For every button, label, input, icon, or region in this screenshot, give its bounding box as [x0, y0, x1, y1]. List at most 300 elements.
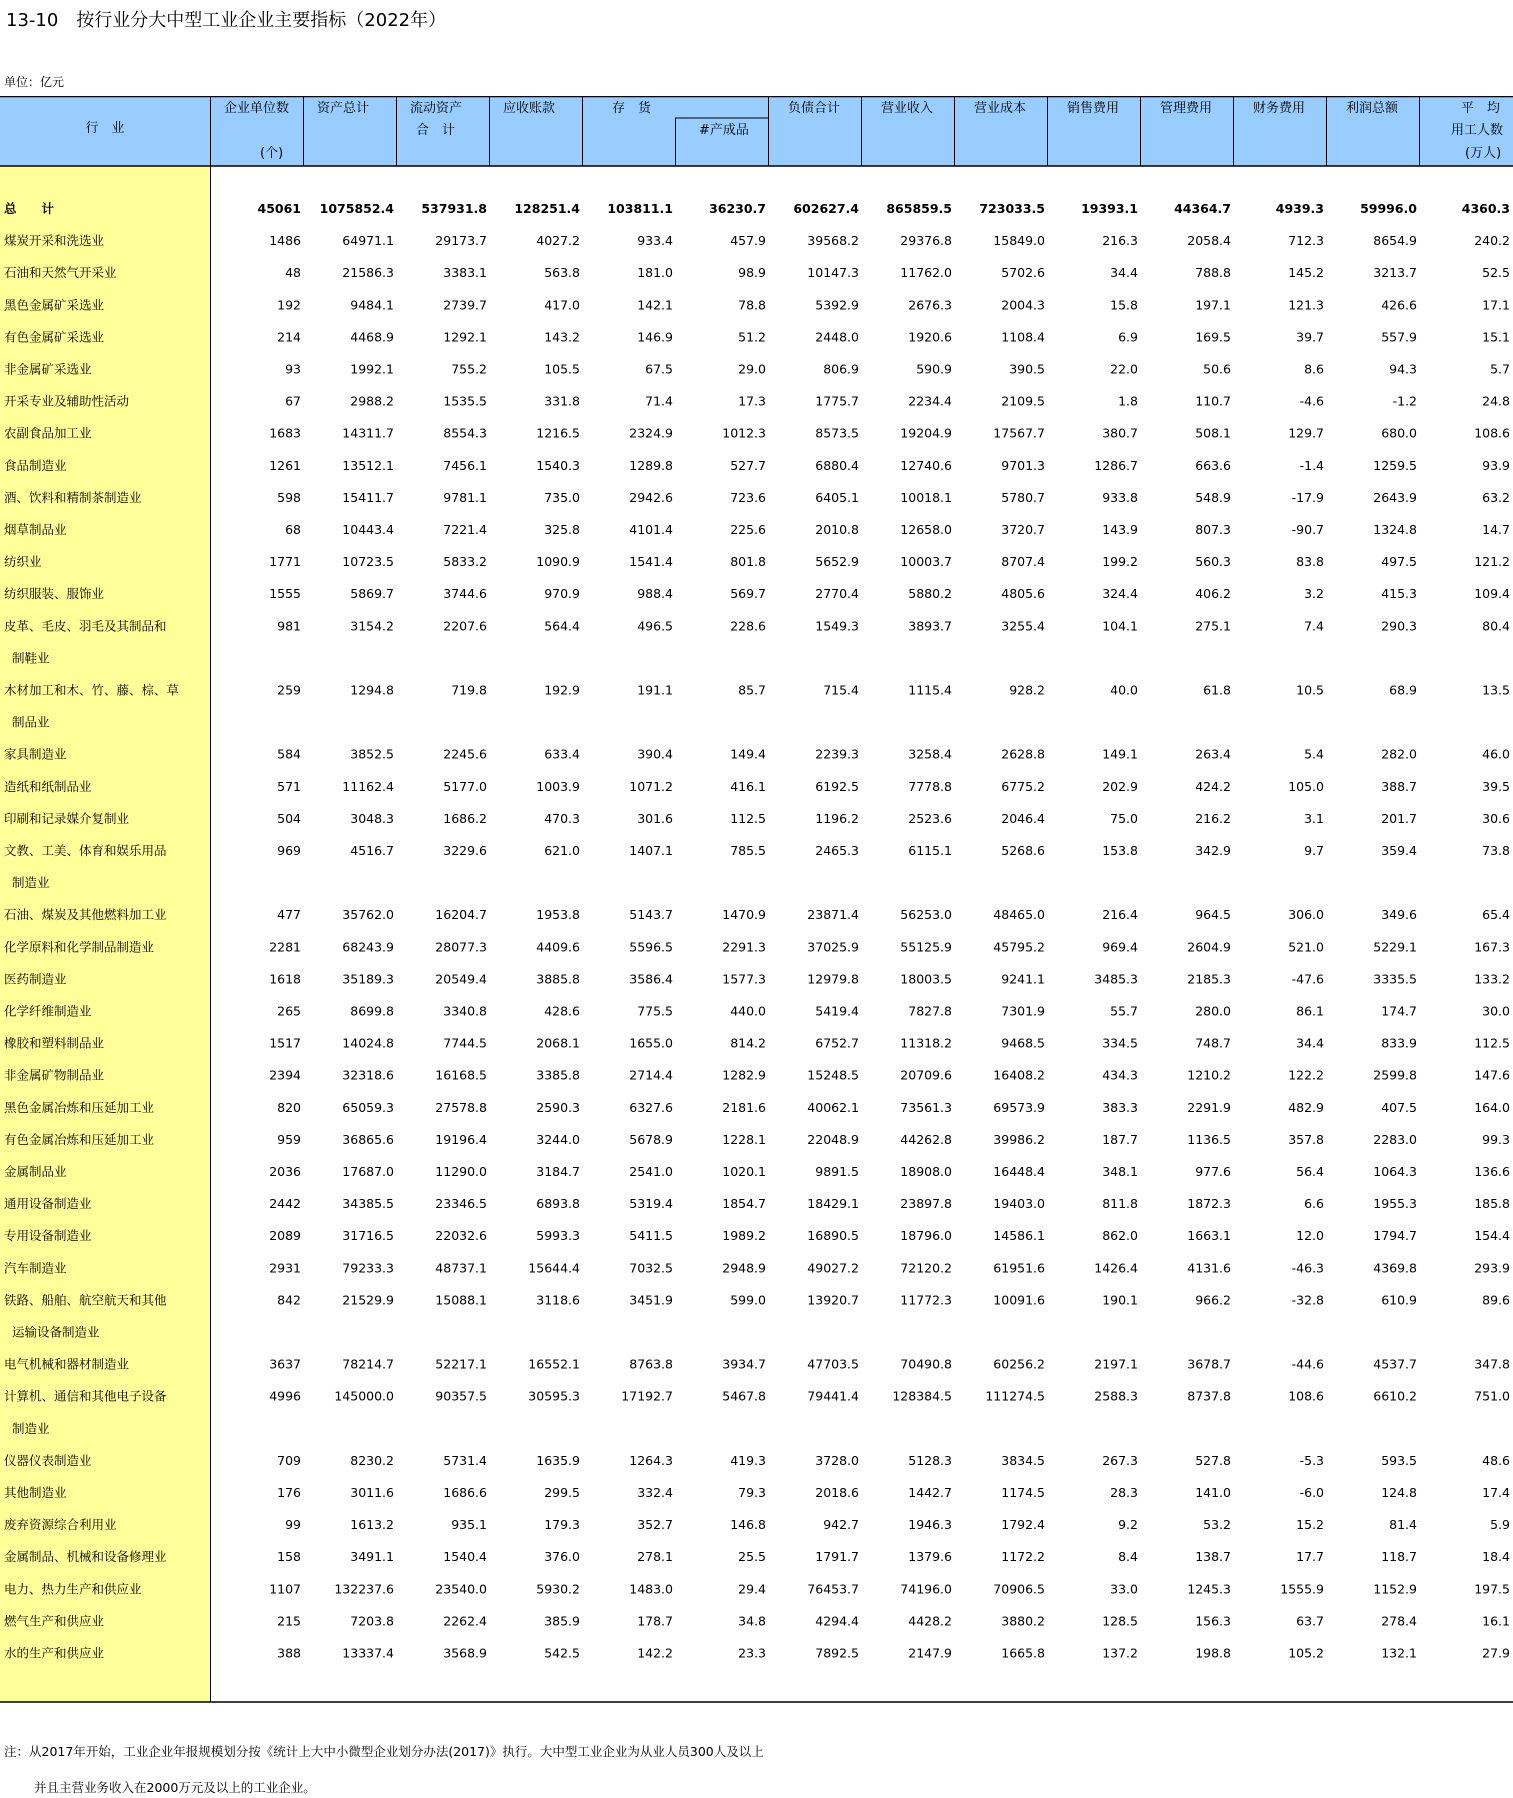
- table-cell: 1.8: [1118, 393, 1138, 409]
- industry-name: 电力、热力生产和供应业: [4, 1581, 142, 1597]
- table-cell: 1686.2: [443, 810, 487, 826]
- table-cell: 118.7: [1381, 1549, 1417, 1565]
- table-cell: 190.1: [1102, 1292, 1138, 1308]
- table-cell: 132237.6: [334, 1581, 394, 1597]
- table-cell: 1261: [269, 457, 301, 473]
- table-cell: 14.7: [1482, 522, 1510, 537]
- table-cell: 19204.9: [900, 425, 952, 441]
- table-cell: 22032.6: [435, 1228, 487, 1244]
- table-cell: 933.8: [1102, 489, 1138, 505]
- industry-name: 橡胶和塑料制品业: [4, 1035, 105, 1051]
- table-cell: 61951.6: [993, 1260, 1045, 1276]
- table-cell: 1555.9: [1280, 1581, 1324, 1597]
- table-cell: 2643.9: [1373, 489, 1417, 505]
- table-cell: 590.9: [916, 361, 952, 377]
- table-cell: 60256.2: [993, 1356, 1045, 1372]
- table-cell: 2291.9: [1187, 1099, 1231, 1115]
- table-cell: 5128.3: [908, 1452, 952, 1468]
- table-cell: 8763.8: [629, 1356, 673, 1372]
- table-cell: 145.2: [1288, 265, 1324, 281]
- header-industry: 行 业: [85, 121, 125, 136]
- table-cell: 45795.2: [993, 939, 1045, 955]
- table-cell: 39.5: [1482, 778, 1510, 794]
- table-cell: 1665.8: [1001, 1645, 1045, 1661]
- table-cell: 2714.4: [629, 1067, 673, 1083]
- table-cell: 2262.4: [443, 1613, 487, 1629]
- header-liabilities: 负债合计: [788, 101, 841, 116]
- table-cell: 3451.9: [629, 1292, 673, 1308]
- table-cell: 3491.1: [350, 1549, 394, 1565]
- table-cell: 15088.1: [435, 1292, 487, 1308]
- table-cell: 111274.5: [985, 1388, 1045, 1404]
- industry-name: 汽车制造业: [4, 1260, 67, 1276]
- table-cell: 5177.0: [443, 778, 487, 794]
- table-cell: 325.8: [544, 522, 580, 537]
- table-cell: 5419.4: [815, 1003, 859, 1019]
- table-cell: 4428.2: [908, 1613, 952, 1629]
- table-cell: 928.2: [1009, 682, 1045, 698]
- table-cell: 508.1: [1195, 425, 1231, 441]
- table-cell: 12.0: [1296, 1228, 1324, 1244]
- table-cell: 680.0: [1381, 425, 1417, 441]
- industry-name: 计算机、通信和其他电子设备: [4, 1388, 167, 1404]
- table-cell: 282.0: [1381, 746, 1417, 762]
- table-cell: 78.8: [738, 297, 766, 313]
- table-cell: 40062.1: [807, 1099, 859, 1115]
- table-cell: 548.9: [1195, 489, 1231, 505]
- table-cell: 17.1: [1482, 297, 1510, 313]
- table-cell: 132.1: [1381, 1645, 1417, 1661]
- table-cell: 3385.8: [536, 1067, 580, 1083]
- table-cell: -1.2: [1392, 393, 1417, 409]
- table-cell: 2442: [269, 1196, 301, 1212]
- table-cell: 3184.7: [536, 1164, 580, 1179]
- table-cell: 121.3: [1288, 297, 1324, 313]
- industry-name: 纺织业: [4, 554, 42, 570]
- table-cell: 1289.8: [629, 457, 673, 473]
- table-cell: 12658.0: [900, 522, 952, 537]
- table-cell: 3340.8: [443, 1003, 487, 1019]
- table-cell: 3637: [269, 1356, 301, 1372]
- table-cell: 5.7: [1490, 361, 1510, 377]
- table-cell: 5930.2: [536, 1581, 580, 1597]
- table-cell: 633.4: [544, 746, 580, 762]
- table-cell: 2770.4: [815, 586, 859, 602]
- table-cell: 56253.0: [900, 907, 952, 923]
- table-cell: 5.9: [1490, 1517, 1510, 1533]
- table-cell: 385.9: [544, 1613, 580, 1629]
- table-cell: 1107: [269, 1581, 301, 1597]
- table-cell: 40.0: [1110, 682, 1138, 698]
- industry-name: 有色金属矿采选业: [4, 329, 105, 345]
- table-cell: 2004.3: [1001, 297, 1045, 313]
- table-cell: 9.7: [1304, 843, 1324, 858]
- table-cell: 178.7: [637, 1613, 673, 1629]
- table-cell: 1064.3: [1373, 1164, 1417, 1179]
- table-cell: 14311.7: [342, 425, 394, 441]
- table-cell: 542.5: [544, 1645, 580, 1661]
- table-cell: 735.0: [544, 489, 580, 505]
- table-cell: 14586.1: [993, 1228, 1045, 1244]
- table-cell: 8699.8: [350, 1003, 394, 1019]
- table-cell: 199.2: [1102, 554, 1138, 570]
- table-cell: 2291.3: [722, 939, 766, 955]
- table-cell: 6.9: [1118, 329, 1138, 345]
- table-cell: 599.0: [730, 1292, 766, 1308]
- table-cell: 30595.3: [528, 1388, 580, 1404]
- table-cell: 16448.4: [993, 1164, 1045, 1179]
- table-cell: 4537.7: [1373, 1356, 1417, 1372]
- table-cell: 202.9: [1102, 778, 1138, 794]
- table-cell: 216.4: [1102, 907, 1138, 923]
- table-cell: 6775.2: [1001, 778, 1045, 794]
- table-cell: 2234.4: [908, 393, 952, 409]
- industry-name: 有色金属冶炼和压延加工业: [4, 1131, 155, 1147]
- table-cell: 63.7: [1296, 1613, 1324, 1629]
- table-cell: 1555: [269, 586, 301, 602]
- table-cell: 11290.0: [435, 1164, 487, 1179]
- table-cell: 187.7: [1102, 1131, 1138, 1147]
- table-cell: 23897.8: [900, 1196, 952, 1212]
- table-title: 13-10 按行业分大中型工业企业主要指标（2022年）: [6, 10, 447, 31]
- table-cell: 376.0: [544, 1549, 580, 1565]
- table-cell: 1540.4: [443, 1549, 487, 1565]
- table-cell: 1216.5: [536, 425, 580, 441]
- table-cell: 1003.9: [536, 778, 580, 794]
- table-cell: 1136.5: [1187, 1131, 1231, 1147]
- table-cell: 3335.5: [1373, 971, 1417, 987]
- table-cell: 99: [285, 1517, 301, 1533]
- table-cell: 1259.5: [1373, 457, 1417, 473]
- table-cell: 174.7: [1381, 1003, 1417, 1019]
- industry-name: 电气机械和器材制造业: [4, 1356, 130, 1372]
- table-cell: 1470.9: [722, 907, 766, 923]
- table-cell: 2010.8: [815, 522, 859, 537]
- table-cell: 240.2: [1474, 233, 1510, 249]
- table-cell: 14024.8: [342, 1035, 394, 1051]
- table-cell: 2089: [269, 1228, 301, 1244]
- industry-name: 水的生产和供应业: [4, 1645, 105, 1661]
- table-cell: 7778.8: [908, 778, 952, 794]
- table-cell: 3852.5: [350, 746, 394, 762]
- table-cell: 988.4: [637, 586, 673, 602]
- table-cell: 78214.7: [342, 1356, 394, 1372]
- industry-name: 煤炭开采和洗选业: [4, 233, 105, 249]
- table-cell: 966.2: [1195, 1292, 1231, 1308]
- table-cell: 15644.4: [528, 1260, 580, 1276]
- table-cell: 18796.0: [900, 1228, 952, 1244]
- table-cell: 407.5: [1381, 1099, 1417, 1115]
- header-workers-unit: (万人): [1465, 146, 1502, 161]
- header-enterprises: 企业单位数: [224, 101, 290, 116]
- table-cell: 1071.2: [629, 778, 673, 794]
- table-cell: 6880.4: [815, 457, 859, 473]
- table-cell: 11318.2: [900, 1035, 952, 1051]
- table-cell: 5678.9: [629, 1131, 673, 1147]
- table-cell: 267.3: [1102, 1452, 1138, 1468]
- table-cell: 9891.5: [815, 1164, 859, 1179]
- table-cell: 1791.7: [815, 1549, 859, 1565]
- table-cell: 380.7: [1102, 425, 1138, 441]
- table-cell: 390.4: [637, 746, 673, 762]
- table-cell: 347.8: [1474, 1356, 1510, 1372]
- table-cell: 15411.7: [342, 489, 394, 505]
- table-cell: 112.5: [1474, 1035, 1510, 1051]
- table-cell: 6115.1: [908, 843, 952, 858]
- table-cell: 3048.3: [350, 810, 394, 826]
- table-cell: 167.3: [1474, 939, 1510, 955]
- table-cell: 3893.7: [908, 618, 952, 634]
- table-cell: 942.7: [823, 1517, 859, 1533]
- table-cell: 807.3: [1195, 522, 1231, 537]
- table-cell: 21529.9: [342, 1292, 394, 1308]
- industry-name: 开采专业及辅助性活动: [4, 393, 130, 409]
- table-cell: -46.3: [1291, 1260, 1324, 1276]
- table-cell: 2465.3: [815, 843, 859, 858]
- table-cell: 3.1: [1304, 810, 1324, 826]
- table-cell: 128251.4: [514, 201, 580, 216]
- table-cell: 357.8: [1288, 1131, 1324, 1147]
- table-cell: 332.4: [637, 1485, 673, 1500]
- header-current-assets-2: 合 计: [416, 123, 456, 138]
- table-cell: 128.5: [1102, 1613, 1138, 1629]
- table-cell: 55125.9: [900, 939, 952, 955]
- table-cell: 2185.3: [1187, 971, 1231, 987]
- table-cell: 98.9: [738, 265, 766, 281]
- header-total-assets: 资产总计: [317, 101, 370, 116]
- table-cell: 416.1: [730, 778, 766, 794]
- table-cell: 105.0: [1288, 778, 1324, 794]
- industry-name: 通用设备制造业: [4, 1196, 92, 1212]
- table-cell: -32.8: [1291, 1292, 1324, 1308]
- table-cell: 89.6: [1482, 1292, 1510, 1308]
- table-cell: 146.8: [730, 1517, 766, 1533]
- table-cell: 18429.1: [807, 1196, 859, 1212]
- table-cell: 192.9: [544, 682, 580, 698]
- table-cell: 2931: [269, 1260, 301, 1276]
- table-cell: 104.1: [1102, 618, 1138, 634]
- table-cell: 108.6: [1474, 425, 1510, 441]
- table-cell: 3885.8: [536, 971, 580, 987]
- table-cell: 755.2: [451, 361, 487, 377]
- table-cell: 5869.7: [350, 586, 394, 602]
- table-cell: 214: [277, 329, 301, 345]
- table-cell: 8707.4: [1001, 554, 1045, 570]
- table-cell: 5993.3: [536, 1228, 580, 1244]
- table-cell: 8737.8: [1187, 1388, 1231, 1404]
- table-cell: 359.4: [1381, 843, 1417, 858]
- table-cell: 129.7: [1288, 425, 1324, 441]
- table-cell: 17192.7: [621, 1388, 673, 1404]
- table-cell: 751.0: [1474, 1388, 1510, 1404]
- table-cell: 146.9: [637, 329, 673, 345]
- table-cell: 23540.0: [435, 1581, 487, 1597]
- table-cell: 7456.1: [443, 457, 487, 473]
- table-cell: 2058.4: [1187, 233, 1231, 249]
- table-cell: 935.1: [451, 1517, 487, 1533]
- table-cell: 164.0: [1474, 1099, 1510, 1115]
- industry-name: 烟草制品业: [4, 522, 67, 537]
- table-cell: 496.5: [637, 618, 673, 634]
- table-cell: 621.0: [544, 843, 580, 858]
- table-cell: 6893.8: [536, 1196, 580, 1212]
- table-cell: 3485.3: [1094, 971, 1138, 987]
- table-cell: 2523.6: [908, 810, 952, 826]
- table-cell: 723.6: [730, 489, 766, 505]
- table-cell: 306.0: [1288, 907, 1324, 923]
- table-cell: 73.8: [1482, 843, 1510, 858]
- table-cell: 29.0: [738, 361, 766, 377]
- table-cell: 50.6: [1203, 361, 1231, 377]
- table-cell: 191.1: [637, 682, 673, 698]
- table-cell: 5652.9: [815, 554, 859, 570]
- table-cell: 68.9: [1389, 682, 1417, 698]
- table-cell: 1483.0: [629, 1581, 673, 1597]
- table-cell: 79233.3: [342, 1260, 394, 1276]
- industry-name: 黑色金属冶炼和压延加工业: [4, 1099, 155, 1115]
- table-cell: 8554.3: [443, 425, 487, 441]
- table-cell: 785.5: [730, 843, 766, 858]
- table-cell: 1196.2: [815, 810, 859, 826]
- table-cell: 143.9: [1102, 522, 1138, 537]
- table-cell: 35762.0: [342, 907, 394, 923]
- table-cell: 48.6: [1482, 1452, 1510, 1468]
- table-cell: 147.6: [1474, 1067, 1510, 1083]
- table-cell: 9241.1: [1001, 971, 1045, 987]
- table-cell: 8573.5: [815, 425, 859, 441]
- table-cell: 7827.8: [908, 1003, 952, 1019]
- table-cell: 715.4: [823, 682, 859, 698]
- table-cell: 610.9: [1381, 1292, 1417, 1308]
- industry-name: 废弃资源综合利用业: [4, 1517, 117, 1533]
- table-cell: 602627.4: [793, 201, 859, 216]
- table-cell: 49027.2: [807, 1260, 859, 1276]
- table-cell: 1012.3: [722, 425, 766, 441]
- industry-name-continued: 制造业: [12, 1420, 50, 1436]
- industry-name: 造纸和纸制品业: [4, 778, 92, 794]
- table-cell: 1442.7: [908, 1485, 952, 1500]
- table-cell: 17687.0: [342, 1164, 394, 1179]
- header-current-assets: 流动资产: [410, 101, 463, 116]
- table-cell: 153.8: [1102, 843, 1138, 858]
- table-cell: 16890.5: [807, 1228, 859, 1244]
- table-cell: 1618: [269, 971, 301, 987]
- table-cell: 5833.2: [443, 554, 487, 570]
- table-cell: 1683: [269, 425, 301, 441]
- table-cell: 1245.3: [1187, 1581, 1231, 1597]
- header-selling-expenses: 销售费用: [1067, 101, 1120, 116]
- table-cell: 598: [277, 489, 301, 505]
- table-cell: 5596.5: [629, 939, 673, 955]
- table-cell: 69573.9: [993, 1099, 1045, 1115]
- table-cell: 22.0: [1110, 361, 1138, 377]
- table-cell: 280.0: [1195, 1003, 1231, 1019]
- table-cell: 197.5: [1474, 1581, 1510, 1597]
- table-cell: 2394: [269, 1067, 301, 1083]
- header-finance-expenses: 财务费用: [1253, 101, 1306, 116]
- table-cell: 30.0: [1482, 1003, 1510, 1019]
- table-cell: 1549.3: [815, 618, 859, 634]
- table-cell: 415.3: [1381, 586, 1417, 602]
- table-cell: 663.6: [1195, 457, 1231, 473]
- industry-name: 铁路、船舶、航空航天和其他: [4, 1292, 167, 1308]
- table-cell: 225.6: [730, 522, 766, 537]
- table-cell: 10.5: [1296, 682, 1324, 698]
- table-cell: 348.1: [1102, 1164, 1138, 1179]
- table-cell: 33.0: [1110, 1581, 1138, 1597]
- header-revenue: 营业收入: [881, 101, 934, 116]
- table-cell: 4369.8: [1373, 1260, 1417, 1276]
- table-cell: 228.6: [730, 618, 766, 634]
- industry-name: 食品制造业: [4, 457, 67, 473]
- table-cell: 12740.6: [900, 457, 952, 473]
- table-cell: 52217.1: [435, 1356, 487, 1372]
- table-cell: 149.4: [730, 746, 766, 762]
- table-cell: 24.8: [1482, 393, 1510, 409]
- table-cell: 981: [277, 618, 301, 634]
- table-cell: 2448.0: [815, 329, 859, 345]
- table-cell: 30.6: [1482, 810, 1510, 826]
- table-cell: 1989.2: [722, 1228, 766, 1244]
- table-cell: 842: [277, 1292, 301, 1308]
- table-cell: 169.5: [1195, 329, 1231, 345]
- table-cell: 1294.8: [350, 682, 394, 698]
- table-cell: 8230.2: [350, 1452, 394, 1468]
- table-cell: 18003.5: [900, 971, 952, 987]
- table-cell: 811.8: [1102, 1196, 1138, 1212]
- table-cell: 48465.0: [993, 907, 1045, 923]
- table-cell: 39568.2: [807, 233, 859, 249]
- table-cell: 1517: [269, 1035, 301, 1051]
- table-cell: 22048.9: [807, 1131, 859, 1147]
- table-cell: 28077.3: [435, 939, 487, 955]
- table-cell: 560.3: [1195, 554, 1231, 570]
- table-cell: 105.5: [544, 361, 580, 377]
- unit-label: 单位：亿元: [4, 75, 65, 89]
- table-cell: 1541.4: [629, 554, 673, 570]
- table-cell: 44364.7: [1174, 201, 1231, 216]
- table-cell: 5880.2: [908, 586, 952, 602]
- table-cell: 28.3: [1110, 1485, 1138, 1500]
- table-cell: 3568.9: [443, 1645, 487, 1661]
- table-cell: 16204.7: [435, 907, 487, 923]
- table-cell: 103811.1: [607, 201, 673, 216]
- table-cell: 7221.4: [443, 522, 487, 537]
- table-cell: 179.3: [544, 1517, 580, 1533]
- table-cell: 216.3: [1102, 233, 1138, 249]
- table-cell: 814.2: [730, 1035, 766, 1051]
- table-cell: 5229.1: [1373, 939, 1417, 955]
- table-cell: 3213.7: [1373, 265, 1417, 281]
- table-cell: 265: [277, 1003, 301, 1019]
- table-cell: 3255.4: [1001, 618, 1045, 634]
- table-cell: 2068.1: [536, 1035, 580, 1051]
- table-cell: 290.3: [1381, 618, 1417, 634]
- table-cell: 419.3: [730, 1452, 766, 1468]
- table-cell: 4360.3: [1461, 201, 1510, 216]
- table-cell: 1686.6: [443, 1485, 487, 1500]
- table-cell: 2948.9: [722, 1260, 766, 1276]
- table-cell: 1955.3: [1373, 1196, 1417, 1212]
- table-cell: 1771: [269, 554, 301, 570]
- footnote-line-2: 并且主营业务收入在2000万元及以上的工业企业。: [34, 1780, 316, 1795]
- table-cell: 6327.6: [629, 1099, 673, 1115]
- table-cell: 428.6: [544, 1003, 580, 1019]
- table-cell: 862.0: [1102, 1228, 1138, 1244]
- header-workers-2: 用工人数: [1451, 123, 1504, 138]
- table-cell: 121.2: [1474, 554, 1510, 570]
- header-finished-goods: #产成品: [699, 123, 749, 138]
